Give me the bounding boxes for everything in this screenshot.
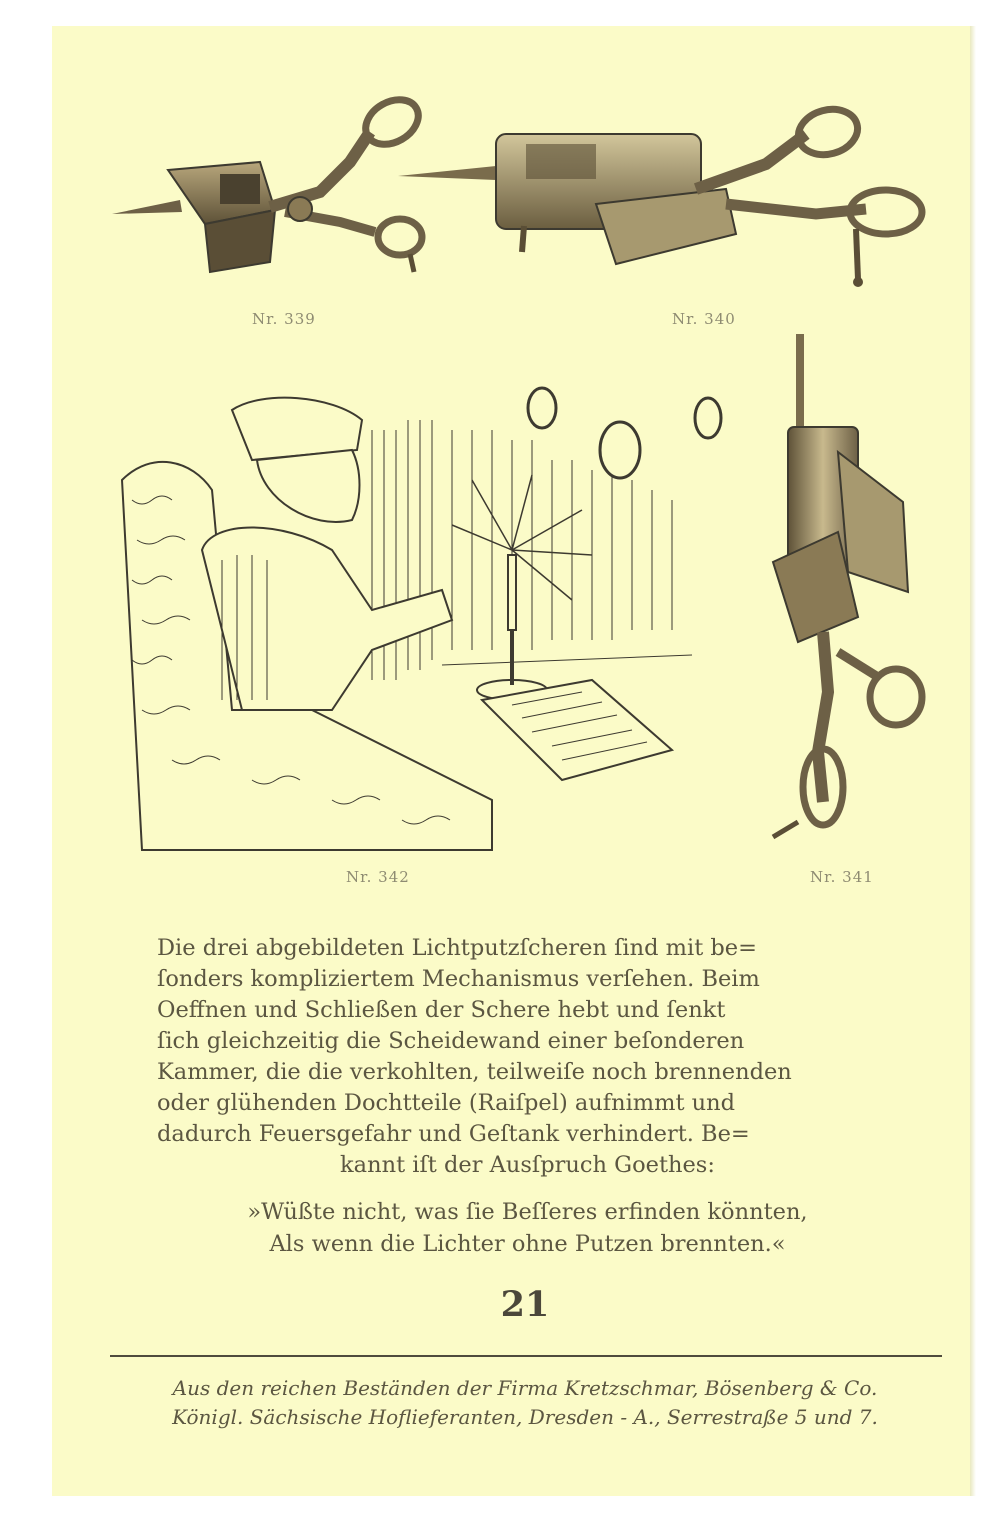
footer-line: Königl. Sächsische Hoflieferanten, Dresden - A., Serrestraße 5 und 7. [172, 1405, 878, 1429]
caption-nr-342: Nr. 342 [346, 868, 410, 886]
footer-divider [110, 1355, 942, 1357]
description-line: Kammer, die die verkohlten, teilweiſe noch brennenden [157, 1059, 792, 1085]
description-line: ſonders kompliziertem Mechanismus verſehen. Beim [157, 966, 760, 992]
description-line: oder glühenden Dochtteile (Raiſpel) aufnimmt und [157, 1090, 736, 1116]
candle-snuffer-341-image [768, 332, 948, 852]
quote-line: Als wenn die Lichter ohne Putzen brennten.« [269, 1231, 786, 1257]
description-line: kannt iſt der Ausſpruch Goethes: [340, 1152, 715, 1178]
description-line: Die drei abgebildeten Lichtputzſcheren ſind mit be= [157, 935, 757, 961]
reading-man-illustration-342 [112, 380, 742, 860]
description-line: dadurch Feuersgefahr und Geſtank verhindert. Be= [157, 1121, 750, 1147]
description-line: Oeffnen und Schließen der Schere hebt und ſenkt [157, 997, 726, 1023]
caption-nr-341: Nr. 341 [810, 868, 874, 886]
publisher-footer [100, 1374, 950, 1432]
description-line: ſich gleichzeitig die Scheidewand einer beſonderen [157, 1028, 745, 1054]
description-paragraph [157, 933, 898, 1181]
candle-snuffer-340-image [396, 94, 932, 294]
goethe-quote [157, 1196, 898, 1260]
page-number: 21 [500, 1284, 550, 1325]
caption-nr-339: Nr. 339 [252, 310, 316, 328]
footer-line: Aus den reichen Beständen der Firma Kretzschmar, Bösenberg & Co. [172, 1376, 878, 1400]
quote-line: »Wüßte nicht, was ſie Beſſeres erfinden könnten, [247, 1199, 808, 1225]
caption-nr-340: Nr. 340 [672, 310, 736, 328]
